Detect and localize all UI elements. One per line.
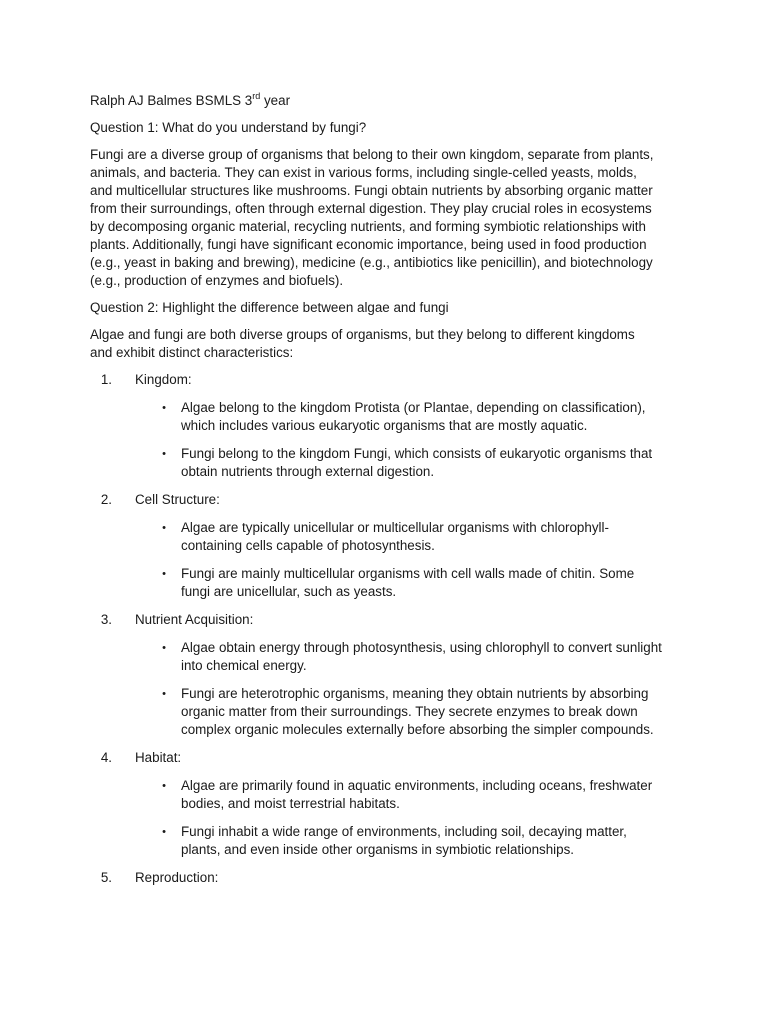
bullet-text	[181, 445, 681, 481]
bullet-item	[90, 399, 688, 435]
bullet-dot-icon: •	[162, 522, 166, 534]
bullet-line: into chemical energy.	[181, 658, 307, 673]
section-item	[90, 869, 688, 887]
answer-1-line: by decomposing organic material, recycling nutrients, and forming symbiotic relationships with	[90, 219, 646, 234]
section-number: 1.	[100, 372, 112, 387]
bullet-line: plants, and even inside other organisms in symbiotic relationships.	[181, 842, 574, 857]
bullet-text	[181, 639, 681, 675]
bullet-line: Algae belong to the kingdom Protista (or Plantae, depending on classification),	[181, 400, 646, 415]
answer-2-intro-line: and exhibit distinct characteristics:	[90, 345, 294, 360]
bullet-list	[90, 399, 688, 481]
bullet-item	[90, 823, 688, 859]
bullet-line: Algae are primarily found in aquatic environments, including oceans, freshwater	[181, 778, 653, 793]
section-heading	[90, 611, 688, 629]
answer-2-intro	[90, 326, 680, 362]
bullet-line: Fungi inhabit a wide range of environments, including soil, decaying matter,	[181, 824, 627, 839]
bullet-line: Fungi belong to the kingdom Fungi, which consists of eukaryotic organisms that	[181, 446, 653, 461]
bullet-text	[181, 565, 681, 601]
author-line	[90, 92, 688, 110]
question-2: Question 2: Highlight the difference between algae and fungi	[90, 300, 449, 315]
answer-1-paragraph	[90, 146, 680, 290]
bullet-line: obtain nutrients through external digestion.	[181, 464, 435, 479]
section-number: 5.	[100, 870, 112, 885]
answer-1-line: (e.g., yeast in baking and brewing), medicine (e.g., antibiotics like penicillin), and biotechnology	[90, 255, 653, 270]
bullet-list	[90, 639, 688, 739]
section-heading	[90, 371, 688, 389]
bullet-line: complex organic molecules externally before absorbing the simpler compounds.	[181, 722, 654, 737]
section-heading	[90, 491, 688, 509]
answer-1-line: from their surroundings, often through external digestion. They play crucial roles in ecosystems	[90, 201, 652, 216]
bullet-line: Fungi are mainly multicellular organisms with cell walls made of chitin. Some	[181, 566, 635, 581]
bullet-list	[90, 519, 688, 601]
section-item	[90, 611, 688, 739]
section-item	[90, 371, 688, 481]
difference-list	[90, 371, 688, 887]
answer-1-line: animals, and bacteria. They can exist in various forms, including single-celled yeasts, molds,	[90, 165, 637, 180]
section-title: Reproduction:	[135, 870, 219, 885]
question-1: Question 1: What do you understand by fungi?	[90, 120, 367, 135]
bullet-line: organic matter from their surroundings. They secrete enzymes to break down	[181, 704, 638, 719]
answer-1-line: (e.g., production of enzymes and biofuels).	[90, 273, 344, 288]
bullet-item	[90, 685, 688, 739]
bullet-dot-icon: •	[162, 448, 166, 460]
bullet-text	[181, 399, 681, 435]
section-number: 2.	[100, 492, 112, 507]
bullet-text	[181, 777, 681, 813]
bullet-dot-icon: •	[162, 642, 166, 654]
answer-1-line: and multicellular structures like mushrooms. Fungi obtain nutrients by absorbing organic matter	[90, 183, 653, 198]
section-heading	[90, 869, 688, 887]
section-title: Kingdom:	[135, 372, 192, 387]
author-year-label: year	[260, 93, 291, 108]
bullet-item	[90, 519, 688, 555]
section-number: 3.	[100, 612, 112, 627]
bullet-line: Fungi are heterotrophic organisms, meaning they obtain nutrients by absorbing	[181, 686, 649, 701]
section-heading	[90, 749, 688, 767]
bullet-dot-icon: •	[162, 568, 166, 580]
bullet-dot-icon: •	[162, 826, 166, 838]
section-item	[90, 749, 688, 859]
bullet-line: Algae obtain energy through photosynthesis, using chlorophyll to convert sunlight	[181, 640, 662, 655]
bullet-line: bodies, and moist terrestrial habitats.	[181, 796, 400, 811]
bullet-text	[181, 823, 681, 859]
author-ordinal-suffix: rd	[252, 90, 261, 101]
section-item	[90, 491, 688, 601]
bullet-item	[90, 777, 688, 813]
section-title: Habitat:	[135, 750, 182, 765]
bullet-item	[90, 565, 688, 601]
bullet-list	[90, 777, 688, 859]
bullet-dot-icon: •	[162, 688, 166, 700]
author-name: Ralph AJ Balmes BSMLS 3	[90, 93, 253, 108]
section-title: Nutrient Acquisition:	[135, 612, 254, 627]
bullet-text	[181, 519, 681, 555]
section-number: 4.	[100, 750, 112, 765]
bullet-item	[90, 639, 688, 675]
section-title: Cell Structure:	[135, 492, 220, 507]
bullet-line: fungi are unicellular, such as yeasts.	[181, 584, 397, 599]
bullet-line: Algae are typically unicellular or multicellular organisms with chlorophyll-	[181, 520, 609, 535]
answer-1-line: Fungi are a diverse group of organisms that belong to their own kingdom, separate from plants,	[90, 147, 654, 162]
bullet-item	[90, 445, 688, 481]
bullet-line: which includes various eukaryotic organisms that are mostly aquatic.	[181, 418, 588, 433]
bullet-text	[181, 685, 681, 739]
bullet-line: containing cells capable of photosynthesis.	[181, 538, 435, 553]
bullet-dot-icon: •	[162, 402, 166, 414]
bullet-dot-icon: •	[162, 780, 166, 792]
answer-1-line: plants. Additionally, fungi have significant economic importance, being used in food production	[90, 237, 647, 252]
answer-2-intro-line: Algae and fungi are both diverse groups of organisms, but they belong to different kingdoms	[90, 327, 635, 342]
